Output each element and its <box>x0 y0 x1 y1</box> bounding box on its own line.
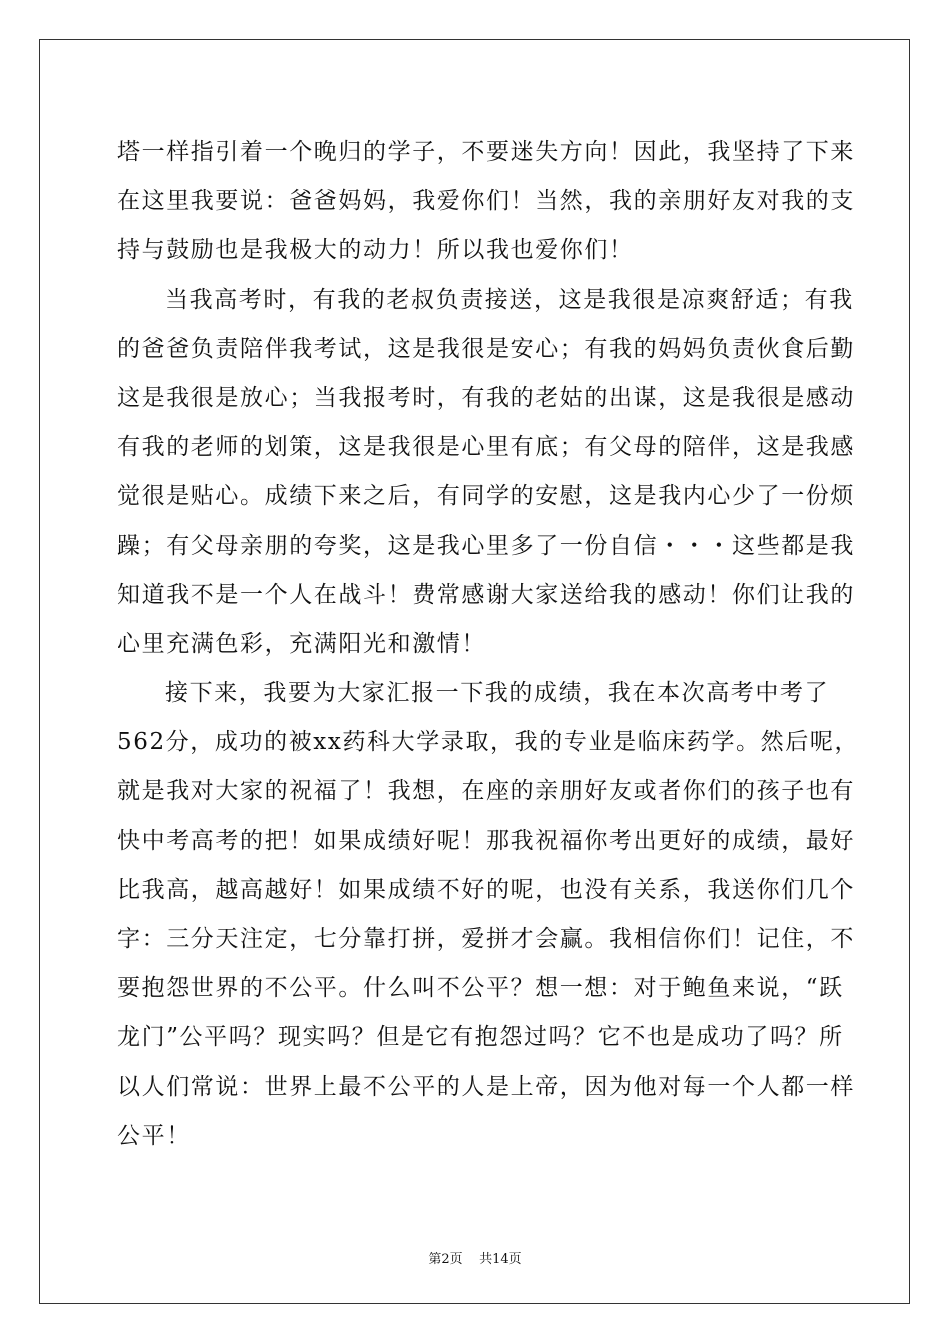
text-line: 觉很是贴心。成绩下来之后，有同学的安慰，这是我内心少了一份烦 <box>117 483 855 510</box>
text-line: 这是我很是放心；当我报考时，有我的老姑的出谋，这是我很是感动 <box>117 384 855 411</box>
text-line: 就是我对大家的祝福了！我想，在座的亲朋好友或者你们的孩子也有 <box>117 778 855 805</box>
text-line: 比我高，越高越好！如果成绩不好的呢，也没有关系，我送你们几个 <box>117 876 855 903</box>
text-line: 562分，成功的被xx药科大学录取，我的专业是临床药学。然后呢， <box>117 729 860 756</box>
page-footer <box>0 1248 950 1267</box>
text-line: 知道我不是一个人在战斗！费常感谢大家送给我的感动！你们让我的 <box>117 581 855 608</box>
paragraph-start-line: 接下来，我要为大家汇报一下我的成绩，我在本次高考中考了 <box>165 680 830 707</box>
text-line: 在这里我要说：爸爸妈妈，我爱你们！当然，我的亲朋好友对我的支 <box>117 188 855 215</box>
paragraph-start-line: 当我高考时，有我的老叔负责接送，这是我很是凉爽舒适；有我 <box>165 286 854 313</box>
document-body <box>117 128 860 1161</box>
text-line: 躁；有父母亲朋的夸奖，这是我心里多了一份自信・・・这些都是我 <box>117 532 855 559</box>
text-line: 的爸爸负责陪伴我考试，这是我很是安心；有我的妈妈负责伙食后勤 <box>117 335 855 362</box>
text-line: 要抱怨世界的不公平。什么叫不公平？想一想：对于鲍鱼来说，“跃 <box>117 975 844 1002</box>
page-number: 第2页 <box>428 1252 463 1267</box>
text-line: 塔一样指引着一个晚归的学子，不要迷失方向！因此，我坚持了下来 <box>117 139 855 165</box>
text-line: 快中考高考的把！如果成绩好呢！那我祝福你考出更好的成绩，最好 <box>117 827 855 854</box>
text-line: 心里充满色彩，充满阳光和激情！ <box>117 630 486 657</box>
text-line: 公平！ <box>117 1122 191 1149</box>
text-line: 字：三分天注定，七分靠打拼，爱拼才会赢。我相信你们！记住，不 <box>117 926 855 952</box>
text-line: 龙门”公平吗？现实吗？但是它有抱怨过吗？它不也是成功了吗？所 <box>117 1024 844 1051</box>
text-line: 持与鼓励也是我极大的动力！所以我也爱你们！ <box>117 237 634 264</box>
text-line: 有我的老师的划策，这是我很是心里有底；有父母的陪伴，这是我感 <box>117 434 855 461</box>
page-total: 共14页 <box>479 1252 522 1267</box>
text-line: 以人们常说：世界上最不公平的人是上帝，因为他对每一个人都一样 <box>117 1073 855 1100</box>
